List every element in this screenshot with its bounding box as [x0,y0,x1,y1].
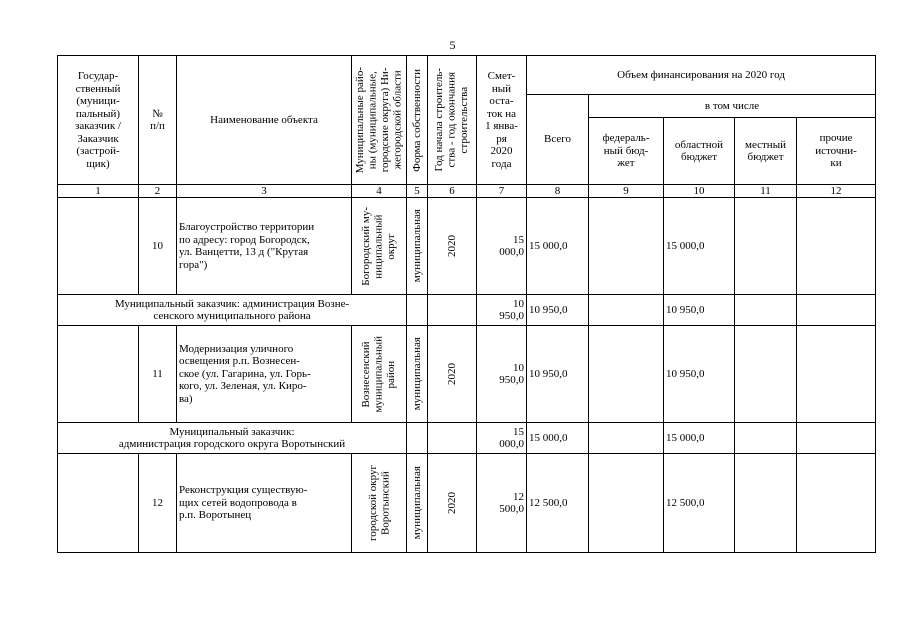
cell-balance: 10 950,0 [477,326,527,423]
cell-total: 15 000,0 [527,198,589,295]
customer-row [58,423,876,454]
cell-local [735,198,797,295]
cell-ownership: муниципальная [407,326,428,423]
column-numbers-row [58,185,876,198]
column-number: 7 [477,185,527,198]
header-local: местный бюджет [735,118,797,185]
cell-municipality: городской округ Воротынский [352,454,407,553]
column-number: 9 [589,185,664,198]
cell-regional: 10 950,0 [664,295,735,326]
cell-federal [589,295,664,326]
column-number: 11 [735,185,797,198]
column-number: 1 [58,185,139,198]
cell-other [797,454,876,553]
cell-total: 10 950,0 [527,326,589,423]
cell-ownership [407,295,428,326]
financing-table [57,55,876,553]
cell-years [428,423,477,454]
header-other: прочие источни- ки [797,118,876,185]
header-financing-2020: Объем финансирования на 2020 год [527,56,876,95]
cell-regional: 15 000,0 [664,423,735,454]
cell-total: 12 500,0 [527,454,589,553]
column-number: 2 [139,185,177,198]
cell-local [735,454,797,553]
page-number: 5 [449,38,456,52]
cell-federal [589,198,664,295]
cell-other [797,326,876,423]
cell-num: 12 [139,454,177,553]
header-object-name: Наименование объекта [177,56,352,185]
cell-regional: 10 950,0 [664,326,735,423]
cell-ownership [407,423,428,454]
header-total: Всего [527,95,589,185]
cell-years: 2020 [428,454,477,553]
header-estimated-balance: Смет- ный оста- ток на 1 янва- ря 2020 года [477,56,527,185]
header-ownership: Форма собственности [407,56,428,185]
column-number: 5 [407,185,428,198]
cell-ownership: муниципальная [407,198,428,295]
cell-other [797,423,876,454]
cell-object-name: Модернизация уличного освещения р.п. Вознесен- ское (ул. Гагарина, ул. Горь- кого, ул. Зеленая, ул. Киро- ва) [177,326,352,423]
cell-municipality: Вознесенский муниципальный район [352,326,407,423]
customer-row [58,295,876,326]
cell-num: 11 [139,326,177,423]
column-number: 4 [352,185,407,198]
column-number: 10 [664,185,735,198]
column-number: 3 [177,185,352,198]
cell-balance: 15 000,0 [477,198,527,295]
cell-total: 10 950,0 [527,295,589,326]
cell-federal [589,454,664,553]
cell-federal [589,423,664,454]
cell-local [735,295,797,326]
cell-regional: 15 000,0 [664,198,735,295]
cell-municipality: Богородский му- ниципальный округ [352,198,407,295]
column-number: 8 [527,185,589,198]
header-customer: Государ- ственный (муници- пальный) заказчик / Заказчик (застрой- щик) [58,56,139,185]
cell-ownership: муниципальная [407,454,428,553]
cell-object-name: Благоустройство территории по адресу: город Богородск, ул. Ванцетти, 13 д ("Крутая гора") [177,198,352,295]
cell-local [735,326,797,423]
cell-balance: 10 950,0 [477,295,527,326]
cell-total: 15 000,0 [527,423,589,454]
cell-years: 2020 [428,198,477,295]
cell-object-name: Реконструкция существую- щих сетей водопровода в р.п. Воротынец [177,454,352,553]
cell-customer-empty [58,198,139,295]
cell-regional: 12 500,0 [664,454,735,553]
header-years: Год начала строитель- ства - год окончания строительства [428,56,477,185]
table-row [58,326,876,423]
cell-other [797,198,876,295]
header-municipality: Муниципальные райо- ны (муниципальные, городские округа) Ни- жегородской области [352,56,407,185]
cell-local [735,423,797,454]
cell-other [797,295,876,326]
cell-customer-heading: Муниципальный заказчик: администрация городского округа Воротынский [58,423,407,454]
column-number: 12 [797,185,876,198]
table-row [58,198,876,295]
header-regional: областной бюджет [664,118,735,185]
cell-balance: 15 000,0 [477,423,527,454]
header-including: в том числе [589,95,876,118]
cell-num: 10 [139,198,177,295]
header-federal: федераль- ный бюд- жет [589,118,664,185]
cell-years: 2020 [428,326,477,423]
cell-customer-empty [58,326,139,423]
header-row-1 [58,56,876,95]
cell-years [428,295,477,326]
cell-federal [589,326,664,423]
cell-customer-heading: Муниципальный заказчик: администрация Возне- сенского муниципального района [58,295,407,326]
cell-customer-empty [58,454,139,553]
column-number: 6 [428,185,477,198]
cell-balance: 12 500,0 [477,454,527,553]
table-row [58,454,876,553]
header-num: № п/п [139,56,177,185]
